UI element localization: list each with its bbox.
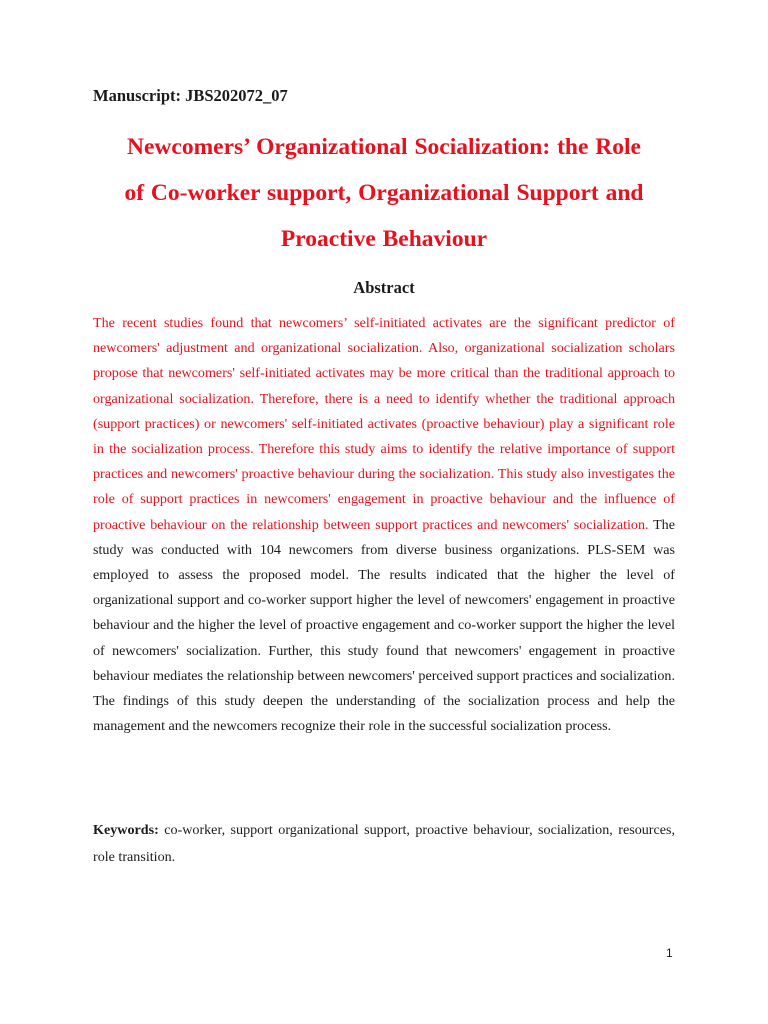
paper-title xyxy=(86,124,682,262)
abstract-heading: Abstract xyxy=(353,278,415,297)
keywords-text: co-worker, support organizational support, proactive behaviour, socialization, resources, role transition. xyxy=(93,822,675,865)
keywords-label: Keywords: xyxy=(93,822,159,838)
keywords xyxy=(93,817,675,871)
title-line: of Co-worker support, Organizational Support and xyxy=(124,180,644,206)
title-line: Proactive Behaviour xyxy=(280,226,488,252)
page-number: 1 xyxy=(666,946,673,960)
title-line: Newcomers’ Organizational Socialization: the Role xyxy=(127,134,641,160)
abstract-highlighted-text: The recent studies found that newcomers’ self-initiated activates are the significant predictor of newcomers' adjustment and organizational socialization. Also, organizational socialization scholars propose that newcomers' self-initiated activates may be more critical than the traditional approach to organizational socialization. Therefore, there is a need to identify whether the traditional approach (support practices) or newcomers' self-initiated activates (proactive behaviour) play a significant role in the socialization process. Therefore this study aims to identify the relative importance of support practices and newcomers' proactive behaviour during the socialization. This study also investigates the role of support practices in newcomers' engagement in proactive behaviour and the influence of proactive behaviour on the relationship between support practices and newcomers' socialization. xyxy=(93,315,675,533)
abstract-text: The study was conducted with 104 newcomers from diverse business organizations. PLS-SEM was employed to assess the proposed model. The results indicated that the higher the level of organizational support and co-worker support higher the level of newcomers' engagement in proactive behaviour and the higher the level of proactive engagement and co-worker support the higher the level of newcomers' socialization. Further, this study found that newcomers' engagement in proactive behaviour mediates the relationship between newcomers' perceived support practices and socialization. The findings of this study deepen the understanding of the socialization process and help the management and the newcomers recognize their role in the successful socialization process. xyxy=(93,516,675,735)
manuscript-id: Manuscript: JBS202072_07 xyxy=(93,86,288,105)
abstract-body xyxy=(93,311,675,739)
